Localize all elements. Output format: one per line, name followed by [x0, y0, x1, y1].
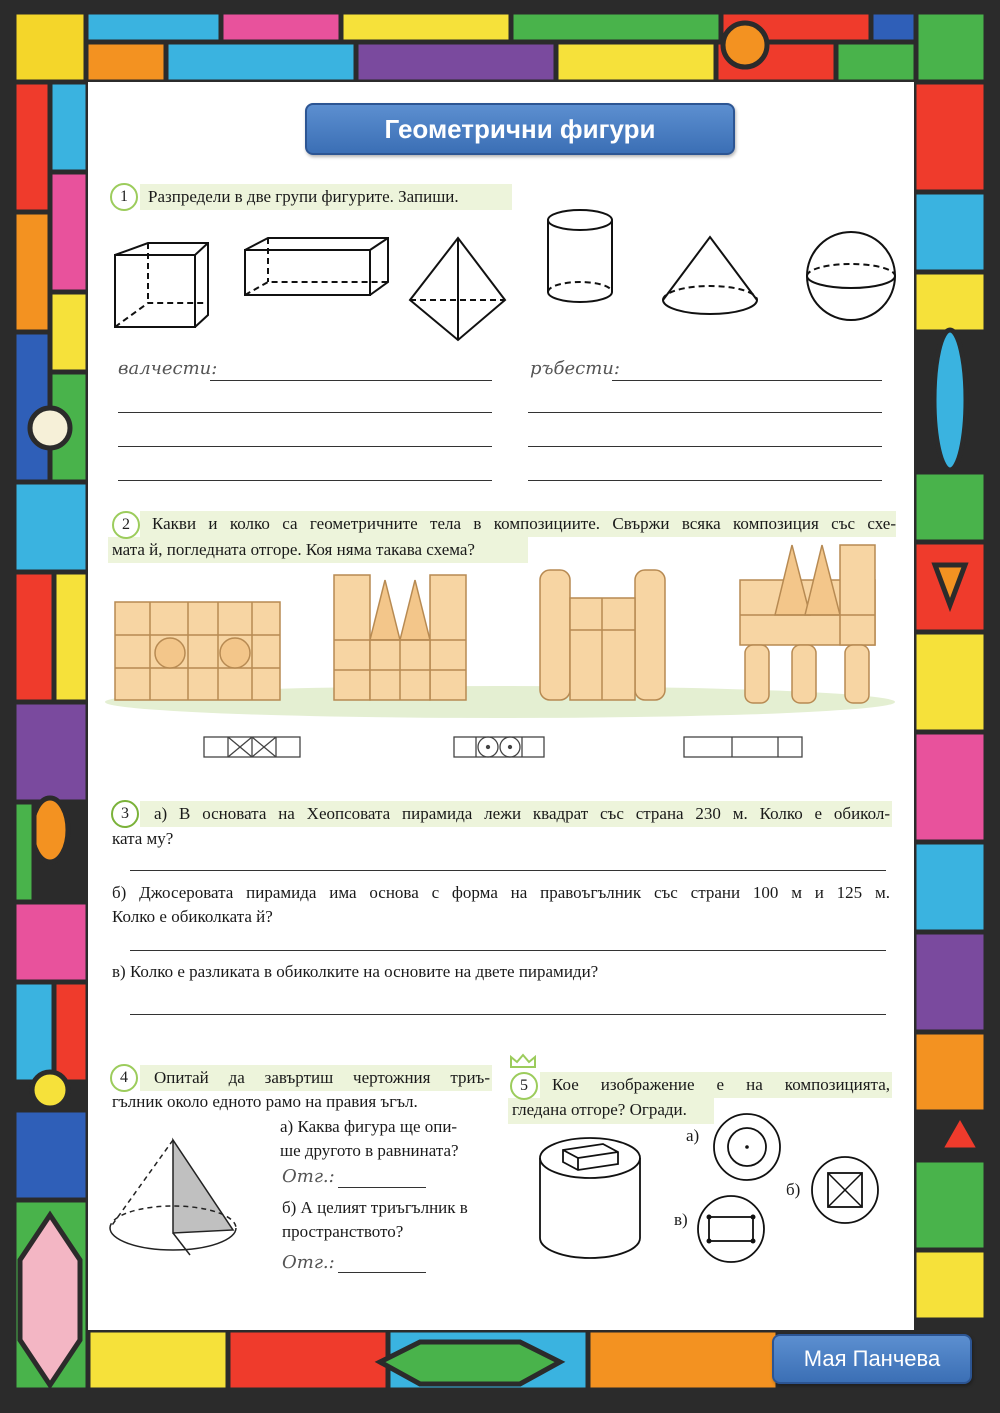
option-a-label: а)	[686, 1126, 700, 1145]
task2-text-line1: Какви и колко са геометричните тела в композициите. Свържи всяка композиция със схе-	[152, 514, 896, 533]
answer-line[interactable]	[210, 380, 492, 381]
answer-line[interactable]	[118, 480, 492, 481]
option-b-top-view[interactable]	[810, 1155, 880, 1225]
answer-line[interactable]	[612, 380, 882, 381]
task3-a-line2: ката му?	[112, 829, 174, 848]
answer-line[interactable]	[130, 1014, 886, 1015]
task4-triangle-cone-figure	[105, 1135, 245, 1265]
task2-compositions	[100, 540, 900, 720]
task2-number: 2	[112, 511, 140, 539]
task5-text-line1: Кое изображение е на композицията,	[552, 1075, 890, 1094]
label-round-solids: валчести:	[118, 358, 218, 379]
answer-label-b: Отг.:	[282, 1252, 335, 1273]
answer-line[interactable]	[118, 446, 492, 447]
task3-a-line1: а) В основата на Хеопсовата пирамида лежи квадрат със страна 230 м. Колко е обикол-	[154, 804, 890, 823]
page-title: Геометрични фигури	[305, 103, 735, 155]
option-a-top-view[interactable]	[712, 1112, 782, 1182]
option-b-label: б)	[786, 1180, 801, 1199]
task4-text-line1: Опитай да завъртиш чертожния триъ-	[154, 1068, 490, 1087]
option-v-top-view[interactable]	[696, 1194, 766, 1264]
task5-cylinder-composition	[538, 1130, 648, 1260]
crown-icon	[509, 1054, 537, 1068]
author-badge: Мая Панчева	[772, 1334, 972, 1384]
task1-solids-figures	[100, 200, 910, 340]
answer-line[interactable]	[338, 1187, 426, 1188]
task1-number: 1	[110, 183, 138, 211]
option-v-label: в)	[674, 1210, 688, 1229]
task5-text-line2: гледана отгоре? Огради.	[512, 1100, 687, 1119]
task5-number: 5	[510, 1072, 538, 1100]
answer-line[interactable]	[130, 950, 886, 951]
answer-label-a: Отг.:	[282, 1166, 335, 1187]
task3-b-line2: Колко е обиколката й?	[112, 907, 273, 926]
task3-c-line1: в) Колко е разликата в обиколките на основите на двете пирамиди?	[112, 962, 599, 981]
task1-text: Разпредели в две групи фигурите. Запиши.	[148, 187, 459, 206]
task4-question-a-line2: ше другото в равнината?	[280, 1141, 459, 1160]
answer-line[interactable]	[528, 480, 882, 481]
answer-line[interactable]	[528, 412, 882, 413]
task4-question-b-line2: пространството?	[282, 1222, 404, 1241]
task4-question-b-line1: б) А целият триъгълник в	[282, 1198, 468, 1217]
answer-line[interactable]	[130, 870, 886, 871]
label-edged-solids: ръбести:	[530, 358, 620, 379]
answer-line[interactable]	[528, 446, 882, 447]
task4-question-a-line1: а) Каква фигура ще опи-	[280, 1117, 458, 1136]
task2-text-line2: мата й, погледната отгоре. Коя няма такава схема?	[112, 540, 475, 559]
task4-text-line2: гълник около едното рамо на правия ъгъл.	[112, 1092, 418, 1111]
task3-b-line1: б) Джосеровата пирамида има основа с форма на правоъгълник със страни 100 м и 125 м.	[112, 883, 890, 902]
answer-line[interactable]	[338, 1272, 426, 1273]
task3-number: 3	[111, 800, 139, 828]
task4-number: 4	[110, 1064, 138, 1092]
answer-line[interactable]	[118, 412, 492, 413]
